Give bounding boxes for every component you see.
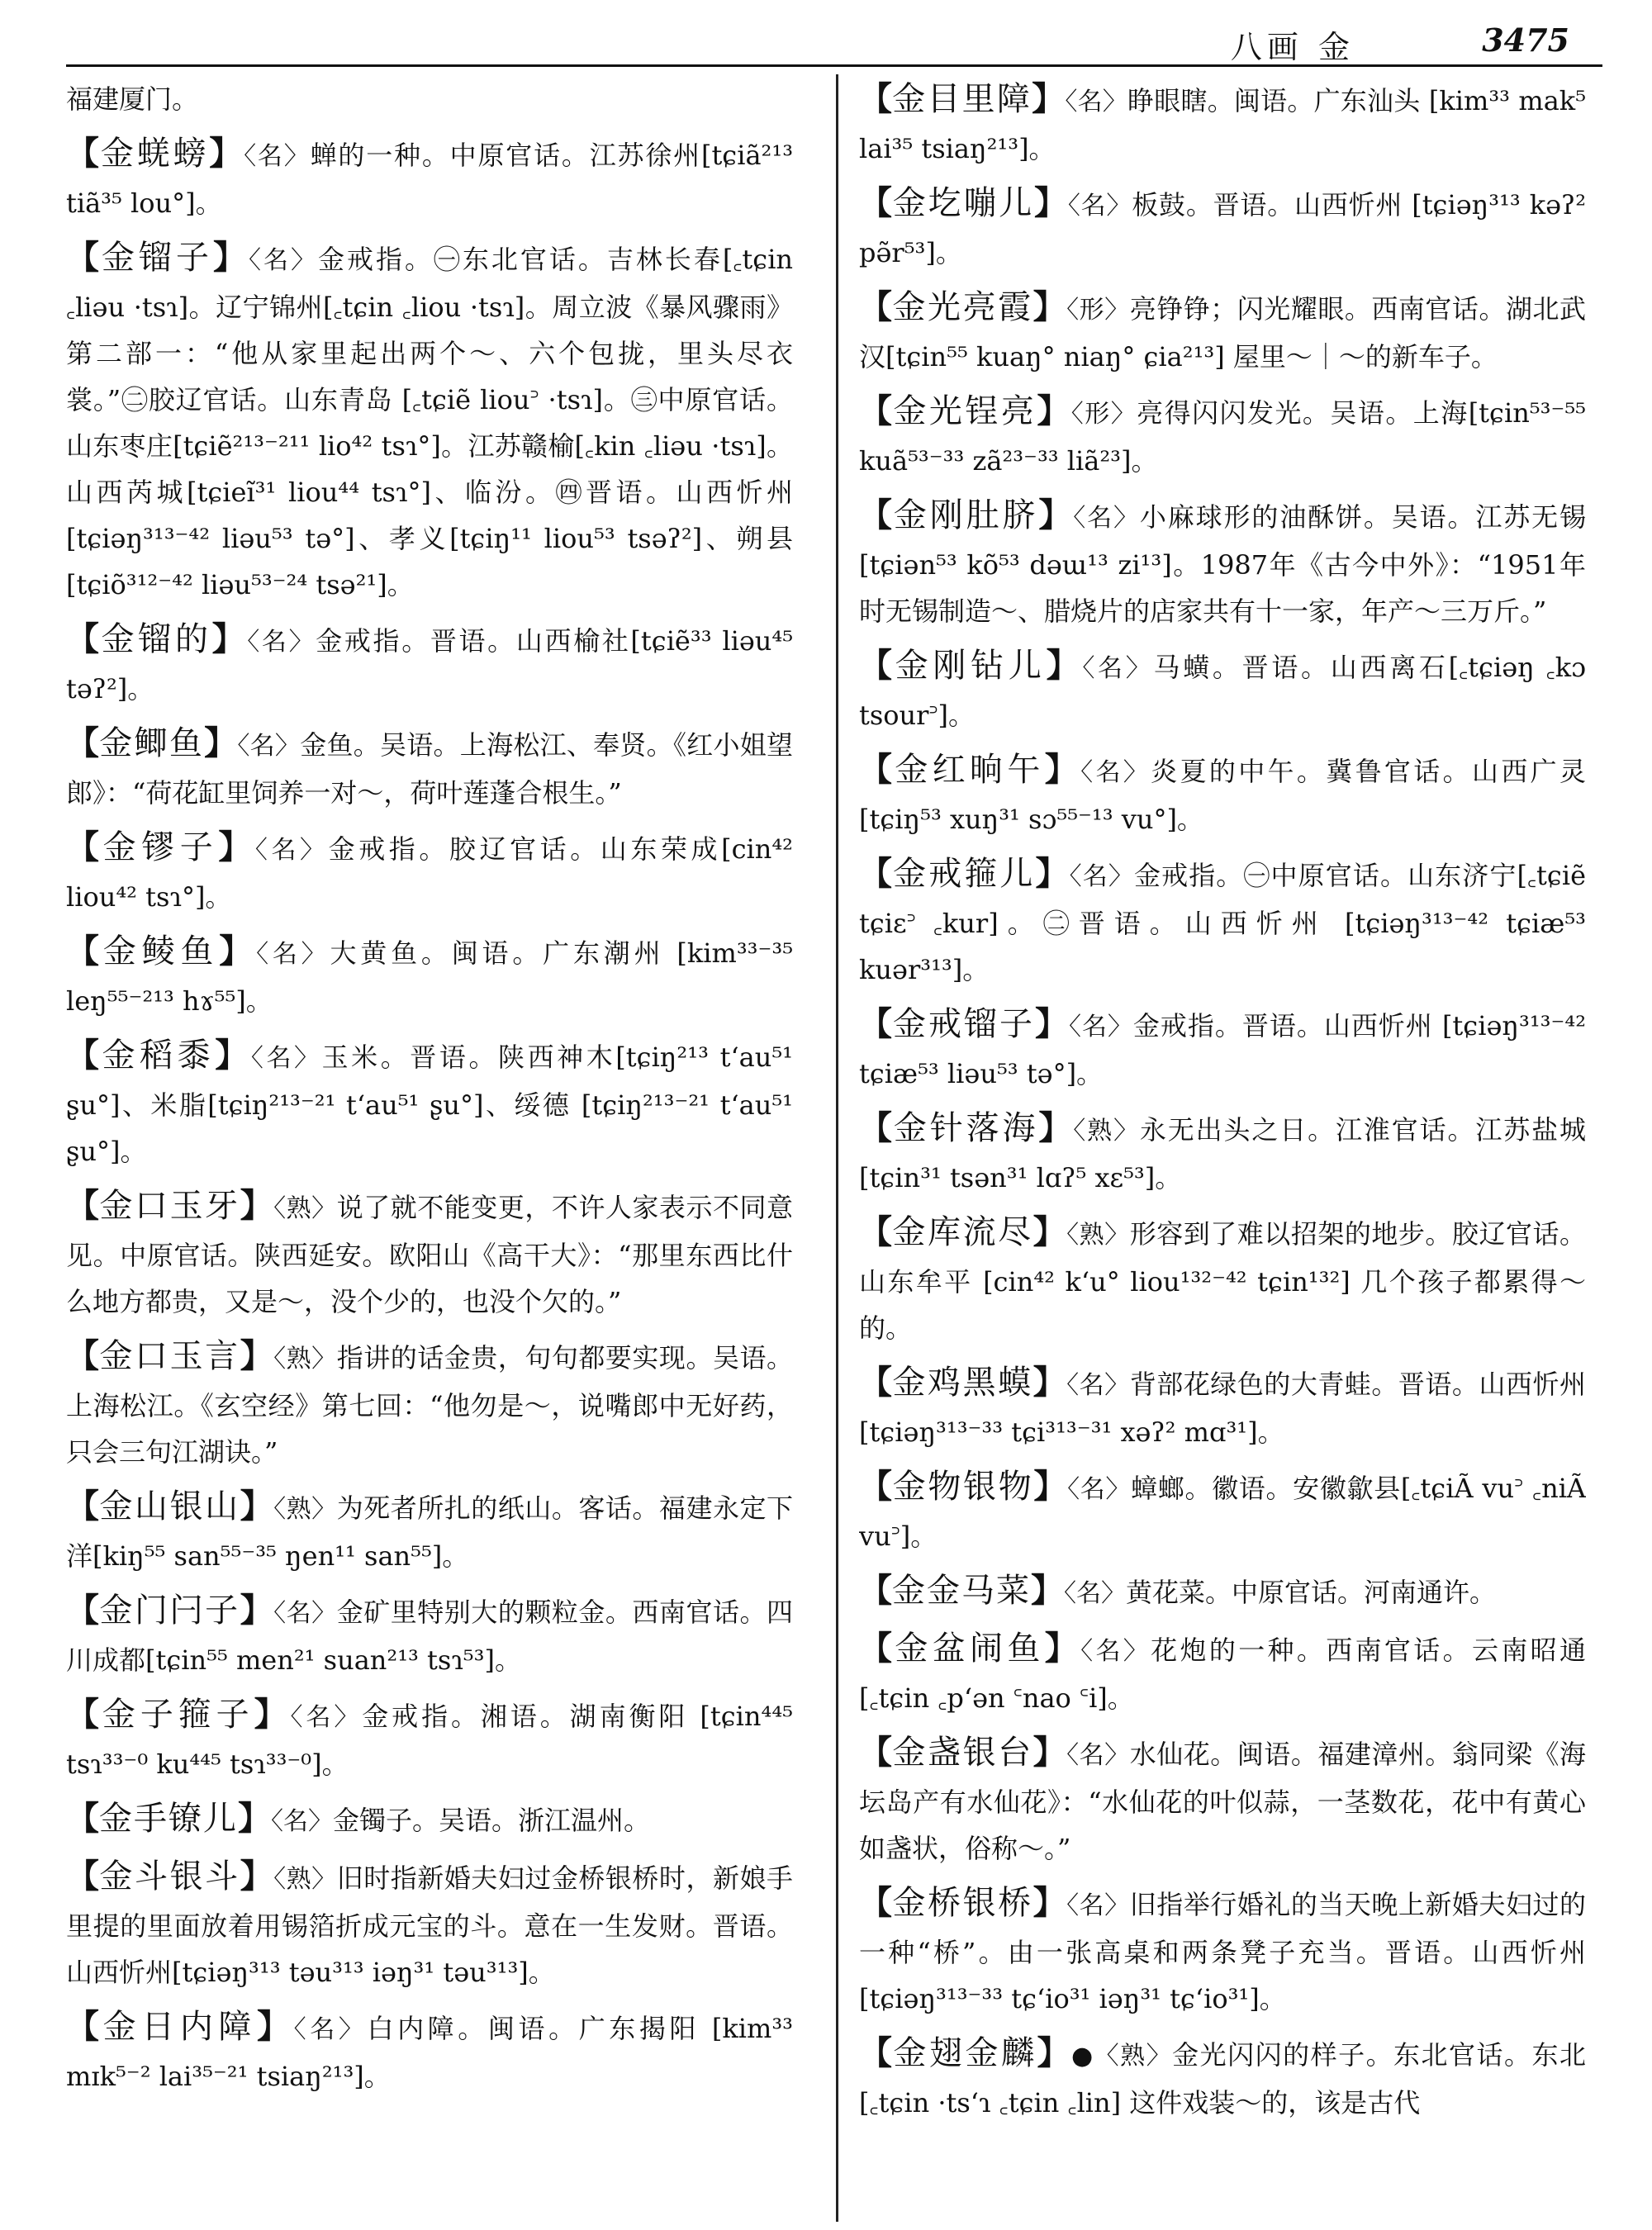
open-bracket: 【 (66, 828, 103, 866)
open-bracket: 【 (859, 287, 893, 326)
close-bracket: 】 (219, 932, 257, 970)
dictionary-entry (859, 180, 1586, 276)
entry-headword: 金斗银斗 (99, 1858, 240, 1896)
open-bracket: 【 (66, 1186, 100, 1225)
open-bracket: 【 (66, 2007, 103, 2046)
entry-headword: 金戒箍儿 (893, 855, 1036, 893)
right-column (859, 76, 1586, 2215)
entry-definition: 蟑螂。徽语。安徽歙县[꜀tɕiÃ vu꜄ ꜀niÃ vu꜄]。 (859, 1473, 1586, 1552)
entry-definition: 金戒指。晋语。山西忻州 [tɕiəŋ³¹³⁻⁴² tɕiæ⁵³ liəu⁵³ tə°]。 (859, 1010, 1586, 1089)
close-bracket: 】 (1031, 1571, 1064, 1610)
entry-headword: 金门闩子 (99, 1592, 240, 1630)
entry-headword: 金目里障 (892, 80, 1032, 118)
dictionary-entry (66, 1796, 793, 1845)
dictionary-entry (66, 720, 793, 816)
part-of-speech: 〈熟〉 (273, 1865, 337, 1894)
dictionary-entry (859, 1625, 1586, 1721)
entry-definition: 小麻球形的油酥饼。吴语。江苏无锡 [tɕiən⁵³ kõ⁵³ dəɯ¹³ zi¹³]。1987年《古今中外》：“1951年时无锡制造～、腊烧片的店家共有十一家，年产～三万斤。” (859, 501, 1586, 627)
entry-definition: 蝉的一种。中原官话。江苏徐州[tɕiã²¹³ tiã³⁵ lou°]。 (66, 140, 793, 219)
open-bracket: 【 (859, 1629, 895, 1668)
close-bracket: 】 (1044, 1629, 1081, 1668)
close-bracket: 】 (1035, 854, 1070, 893)
part-of-speech: 〈名〉 (273, 1599, 337, 1628)
dictionary-entry (859, 1105, 1586, 1201)
entry-headword: 金光锃亮 (893, 392, 1037, 430)
dictionary-entry (66, 1483, 793, 1579)
open-bracket: 【 (66, 1336, 100, 1375)
part-of-speech: ●〈熟〉 (1070, 2042, 1173, 2071)
dictionary-entry (859, 1568, 1586, 1617)
entry-definition: 黄花菜。中原官话。河南通许。 (1126, 1577, 1497, 1608)
open-bracket: 【 (66, 932, 103, 970)
close-bracket: 】 (1034, 1004, 1069, 1043)
entry-definition: 水仙花。闽语。福建漳州。翁同梁《海坛岛产有水仙花》：“水仙花的叶似蒜，一茎数花，花中有黄心如盏状，俗称～。” (859, 1739, 1586, 1864)
entry-definition: 睁眼瞎。闽语。广东汕头 [kim³³ mak⁵ lai³⁵ tsiaŋ²¹³]。 (859, 85, 1586, 164)
part-of-speech: 〈名〉 (256, 940, 330, 969)
dictionary-entry (859, 388, 1586, 484)
entry-definition: 金镯子。吴语。浙江温州。 (333, 1805, 651, 1836)
part-of-speech: 〈名〉 (1073, 504, 1140, 533)
part-of-speech: 〈名〉 (290, 1703, 363, 1732)
close-bracket: 】 (240, 1591, 274, 1630)
part-of-speech: 〈名〉 (1067, 1475, 1132, 1504)
entry-headword: 金镠子 (102, 828, 219, 866)
open-bracket: 【 (859, 854, 894, 893)
part-of-speech: 〈名〉 (1065, 88, 1128, 116)
open-bracket: 【 (859, 391, 894, 430)
entry-headword: 金光亮霞 (892, 288, 1033, 326)
close-bracket: 】 (257, 2007, 294, 2046)
dictionary-entry (66, 1032, 793, 1174)
entry-definition: 金矿里特别大的颗粒金。西南官话。四川成都[tɕin⁵⁵ men²¹ suan²¹³ tsɿ⁵³]。 (66, 1597, 793, 1676)
page-number: 3475 (1482, 21, 1569, 59)
part-of-speech: 〈名〉 (248, 246, 318, 275)
open-bracket: 【 (66, 1695, 102, 1734)
open-bracket: 【 (859, 1467, 893, 1506)
entry-definition: 亮铮铮；闪光耀眼。西南官话。湖北武汉[tɕin⁵⁵ kuaŋ° niaŋ° ɕia²¹³] 屋里～｜～的新车子。 (859, 293, 1586, 372)
entry-headword: 金物银物 (892, 1468, 1034, 1506)
entry-definition: 金戒指。湘语。湖南衡阳 [tɕin⁴⁴⁵ tsɿ³³⁻⁰ ku⁴⁴⁵ tsɿ³³⁻⁰]。 (66, 1701, 793, 1780)
open-bracket: 【 (66, 238, 102, 277)
entry-headword: 金蜣螃 (100, 135, 210, 173)
entry-definition: 大黄鱼。闽语。广东潮州 [kim³³⁻³⁵ leŋ⁵⁵⁻²¹³ hɤ⁵⁵]。 (66, 937, 793, 1017)
dictionary-entry (859, 76, 1586, 172)
entry-definition: 白内障。闽语。广东揭阳 [kim³³ mɪk⁵⁻² lai³⁵⁻²¹ tsiaŋ²¹³]。 (66, 2013, 793, 2092)
entry-definition: 花炮的一种。西南官话。云南昭通[꜀tɕin ꜀pʻən ꜂nao ꜂i]。 (859, 1635, 1586, 1714)
open-bracket: 【 (859, 2033, 894, 2072)
dictionary-entry (859, 1880, 1586, 2022)
close-bracket: 】 (254, 1695, 291, 1734)
dictionary-entry (66, 616, 793, 712)
close-bracket: 】 (1034, 183, 1068, 222)
part-of-speech: 〈名〉 (1069, 862, 1134, 891)
open-bracket: 【 (859, 1108, 894, 1147)
entry-headword: 金鸡黑蟆 (892, 1364, 1033, 1402)
entry-definition: 金戒指。晋语。山西榆社[tɕiẽ³³ liəu⁴⁵ təʔ²]。 (66, 625, 793, 705)
part-of-speech: 〈熟〉 (273, 1345, 337, 1374)
open-bracket: 【 (66, 1799, 99, 1838)
entry-headword: 金日内障 (102, 2008, 258, 2046)
close-bracket: 】 (209, 134, 244, 173)
entry-headword: 金鲮鱼 (102, 932, 220, 970)
dictionary-entry (66, 2004, 793, 2100)
close-bracket: 】 (1032, 1733, 1067, 1772)
entry-headword: 金手镣儿 (99, 1800, 238, 1838)
part-of-speech: 〈名〉 (250, 1044, 322, 1073)
entry-definition: 永无出头之日。江淮官话。江苏盐城[tɕin³¹ tsən³¹ lɑʔ⁵ xɛ⁵³]。 (859, 1114, 1586, 1193)
entry-definition: 金戒指。㊀中原官话。山东济宁[꜀tɕiẽ tɕiɛ꜄ ꜀kur]。㊁晋语。山西忻州 [tɕiəŋ³¹³⁻⁴² tɕiæ⁵³ kuər³¹³]。 (859, 860, 1586, 985)
close-bracket: 】 (1033, 1467, 1068, 1506)
dictionary-entry (859, 1464, 1586, 1559)
part-of-speech: 〈名〉 (244, 142, 311, 171)
entry-definition: 形容到了难以招架的地步。胶辽官话。山东牟平 [cin⁴² kʻu° liou¹³²⁻⁴² tɕin¹³²] 几个孩子都累得～的。 (859, 1218, 1586, 1344)
entry-headword: 金桥银桥 (892, 1884, 1033, 1922)
dictionary-entry (859, 1729, 1586, 1872)
open-bracket: 【 (859, 79, 893, 118)
close-bracket: 】 (240, 1186, 274, 1225)
close-bracket: 】 (1037, 391, 1071, 430)
close-bracket: 】 (240, 1487, 274, 1525)
open-bracket: 【 (859, 1733, 893, 1772)
close-bracket: 】 (240, 1857, 274, 1896)
entry-headword: 金戒镏子 (893, 1005, 1035, 1043)
open-bracket: 【 (859, 1004, 893, 1043)
open-bracket: 【 (66, 1857, 100, 1896)
entry-headword: 金镏的 (101, 620, 212, 658)
entry-headword: 金盆闹鱼 (895, 1630, 1045, 1668)
entry-definition: 金戒指。㊀东北官话。吉林长春[꜀tɕin ꜀liəu ·tsɿ]。辽宁锦州[꜀tɕin ꜀liou ·tsɿ]。周立波《暴风骤雨》第二部一：“他从家里起出两个～、六个包拢，里头尽衣裳。”㊁胶辽官话。山东青岛 [꜀tɕiẽ liou꜄ ·tsɿ]。㊂中原官话。山东枣庄[tɕiẽ²¹³⁻²¹¹ lio⁴² tsɿ°]。江苏赣榆[꜀kin ꜀liəu ·tsɿ]。山西芮城[tɕieĩ³¹ liou⁴⁴ tsɿ°]、临汾。㊃晋语。山西忻州 [tɕiəŋ³¹³⁻⁴² liəu⁵³ tə°]、孝义[tɕiŋ¹¹ liou⁵³ tsəʔ²]、朔县[tɕiõ³¹²⁻⁴² liəu⁵³⁻²⁴ tsə²¹]。 (66, 244, 793, 600)
part-of-speech: 〈名〉 (1080, 758, 1151, 787)
open-bracket: 【 (859, 646, 895, 685)
part-of-speech: 〈名〉 (237, 732, 301, 761)
part-of-speech: 〈名〉 (1080, 1637, 1151, 1666)
part-of-speech: 〈熟〉 (273, 1194, 337, 1223)
entry-headword: 金红晌午 (895, 751, 1045, 789)
open-bracket: 【 (859, 1571, 892, 1610)
column-divider (836, 74, 838, 2222)
entry-definition: 炎夏的中午。冀鲁官话。山西广灵[tɕiŋ⁵³ xuŋ³¹ sɔ⁵⁵⁻¹³ vu°]。 (859, 756, 1586, 835)
close-bracket: 】 (1044, 750, 1081, 789)
close-bracket: 】 (1038, 1108, 1074, 1147)
entry-definition: 亮得闪闪发光。吴语。上海[tɕin⁵³⁻⁵⁵ kuã⁵³⁻³³ zã²³⁻³³ liã²³]。 (859, 397, 1586, 477)
close-bracket: 】 (1032, 79, 1066, 118)
entry-headword: 金鲫鱼 (99, 724, 205, 762)
entry-headword: 金刚钻儿 (895, 647, 1047, 685)
left-column (66, 76, 793, 2215)
entry-headword: 金盏银台 (892, 1734, 1033, 1772)
entry-definition: 板鼓。晋语。山西忻州 [tɕiəŋ³¹³ kəʔ² pə̃r⁵³]。 (859, 189, 1586, 268)
entry-headword: 金针落海 (893, 1109, 1039, 1147)
close-bracket: 】 (1046, 646, 1083, 685)
part-of-speech: 〈形〉 (1066, 296, 1130, 325)
close-bracket: 】 (1032, 1212, 1067, 1251)
dictionary-entry (859, 747, 1586, 842)
part-of-speech: 〈熟〉 (273, 1495, 337, 1524)
part-of-speech: 〈形〉 (1070, 400, 1137, 429)
open-bracket: 【 (66, 1591, 100, 1630)
open-bracket: 【 (66, 134, 101, 173)
dictionary-entry (66, 1587, 793, 1683)
section-label: 八画 金 (1230, 29, 1355, 65)
close-bracket: 】 (1032, 287, 1067, 326)
entry-definition: 说了就不能变更，不许人家表示不同意见。中原官话。陕西延安。欧阳山《高干大》：“那里东西比什么地方都贵，又是～，没个少的，也没个欠的。” (66, 1192, 793, 1317)
entry-headword: 金口玉言 (99, 1337, 240, 1375)
dictionary-entry (66, 1853, 793, 1995)
open-bracket: 【 (859, 1212, 893, 1251)
dictionary-entry (66, 1183, 793, 1325)
dictionary-entry (859, 2030, 1586, 2126)
entry-headword: 金口玉牙 (99, 1187, 240, 1225)
close-bracket: 】 (1032, 1883, 1067, 1922)
entry-headword: 金子箍子 (102, 1696, 254, 1734)
part-of-speech: 〈名〉 (1066, 1891, 1130, 1920)
dictionary-entry (859, 643, 1586, 738)
entry-headword: 金金马菜 (892, 1572, 1031, 1610)
dictionary-entry (66, 130, 793, 226)
part-of-speech: 〈名〉 (1066, 1741, 1130, 1770)
dictionary-entry (66, 928, 793, 1024)
open-bracket: 【 (66, 619, 102, 658)
part-of-speech: 〈名〉 (247, 628, 316, 657)
close-bracket: 】 (215, 1036, 251, 1075)
close-bracket: 】 (212, 238, 249, 277)
part-of-speech: 〈名〉 (1067, 192, 1132, 221)
part-of-speech: 〈名〉 (1064, 1579, 1126, 1608)
part-of-speech: 〈名〉 (293, 2015, 368, 2044)
open-bracket: 【 (859, 750, 895, 789)
dictionary-entry (859, 1209, 1586, 1351)
entry-definition: 旧时指新婚夫妇过金桥银桥时，新娘手里提的里面放着用锡箔折成元宝的斗。意在一生发财。晋语。山西忻州[tɕiəŋ³¹³ təu³¹³ iəŋ³¹ təu³¹³]。 (66, 1862, 793, 1988)
open-bracket: 【 (66, 724, 100, 762)
close-bracket: 】 (238, 1799, 271, 1838)
dictionary-entry (859, 851, 1586, 993)
continuation-text: 福建厦门。 (66, 83, 199, 115)
entry-headword: 金翅金麟 (893, 2034, 1037, 2072)
close-bracket: 】 (204, 724, 238, 762)
dictionary-entry (66, 1333, 793, 1475)
entry-headword: 金稻黍 (102, 1037, 216, 1075)
dictionary-entry (66, 1691, 793, 1787)
dictionary-entry (66, 235, 793, 608)
entry-headword: 金刚肚脐 (893, 496, 1039, 534)
entry-definition: 马蟥。晋语。山西离石[꜀tɕiəŋ ꜀kɔ tsour꜄]。 (859, 652, 1586, 731)
part-of-speech: 〈名〉 (254, 836, 329, 865)
open-bracket: 【 (859, 1363, 893, 1402)
entry-headword: 金镏子 (102, 239, 213, 277)
dictionary-entry (859, 1359, 1586, 1455)
close-bracket: 】 (218, 828, 255, 866)
close-bracket: 】 (240, 1336, 274, 1375)
part-of-speech: 〈熟〉 (1073, 1117, 1140, 1146)
open-bracket: 【 (859, 1883, 893, 1922)
entry-definition: 金光闪闪的样子。东北官话。东北[꜀tɕin ·tsʻɿ ꜀tɕin ꜀lin] 这件戏装～的，该是古代 (859, 2039, 1586, 2118)
entry-definition: 金鱼。吴语。上海松江、奉贤。《红小姐望郎》：“荷花缸里饲养一对～，荷叶莲蓬合根生。” (66, 729, 793, 809)
part-of-speech: 〈名〉 (271, 1807, 333, 1836)
part-of-speech: 〈名〉 (1066, 1371, 1130, 1400)
close-bracket: 】 (1038, 496, 1074, 534)
open-bracket: 【 (859, 496, 894, 534)
open-bracket: 【 (66, 1487, 100, 1525)
dictionary-entry (66, 824, 793, 920)
entry-headword: 金圪嘣儿 (892, 184, 1035, 222)
part-of-speech: 〈名〉 (1082, 654, 1154, 683)
dictionary-entry (859, 492, 1586, 634)
entry-definition: 玉米。晋语。陕西神木[tɕiŋ²¹³ tʻau⁵¹ ʂu°]、米脂[tɕiŋ²¹³⁻²¹ tʻau⁵¹ ʂu°]、绥德 [tɕiŋ²¹³⁻²¹ tʻau⁵¹ ʂu°]。 (66, 1041, 793, 1167)
running-header (66, 7, 1602, 67)
entry-definition: 背部花绿色的大青蛙。晋语。山西忻州[tɕiəŋ³¹³⁻³³ tɕi³¹³⁻³¹ xəʔ² mɑ³¹]。 (859, 1369, 1586, 1448)
open-bracket: 【 (66, 1036, 102, 1075)
dictionary-entry (859, 1001, 1586, 1097)
entry-headword: 金山银山 (99, 1487, 240, 1525)
close-bracket: 】 (1032, 1363, 1067, 1402)
open-bracket: 【 (859, 183, 893, 222)
entry-definition: 金戒指。胶辽官话。山东荣成[cin⁴² liou⁴² tsɿ°]。 (66, 833, 793, 913)
entry-definition: 旧指举行婚礼的当天晚上新婚夫妇过的一种“桥”。由一张高桌和两条凳子充当。晋语。山西忻州[tɕiəŋ³¹³⁻³³ tɕʻio³¹ iəŋ³¹ tɕʻio³¹]。 (859, 1889, 1586, 2014)
part-of-speech: 〈熟〉 (1066, 1221, 1130, 1250)
entry-definition: 指讲的话金贵，句句都要实现。吴语。上海松江。《玄空经》第七回：“他勿是～，说嘴郎中无好药，只会三句江湖诀。” (66, 1342, 793, 1468)
part-of-speech: 〈名〉 (1068, 1013, 1133, 1041)
entry-definition: 为死者所扎的纸山。客话。福建永定下洋[kiŋ⁵⁵ san⁵⁵⁻³⁵ ŋen¹¹ san⁵⁵]。 (66, 1492, 793, 1572)
dictionary-entry (859, 284, 1586, 380)
entry-headword: 金库流尽 (892, 1213, 1033, 1251)
close-bracket: 】 (211, 619, 248, 658)
close-bracket: 】 (1037, 2033, 1071, 2072)
